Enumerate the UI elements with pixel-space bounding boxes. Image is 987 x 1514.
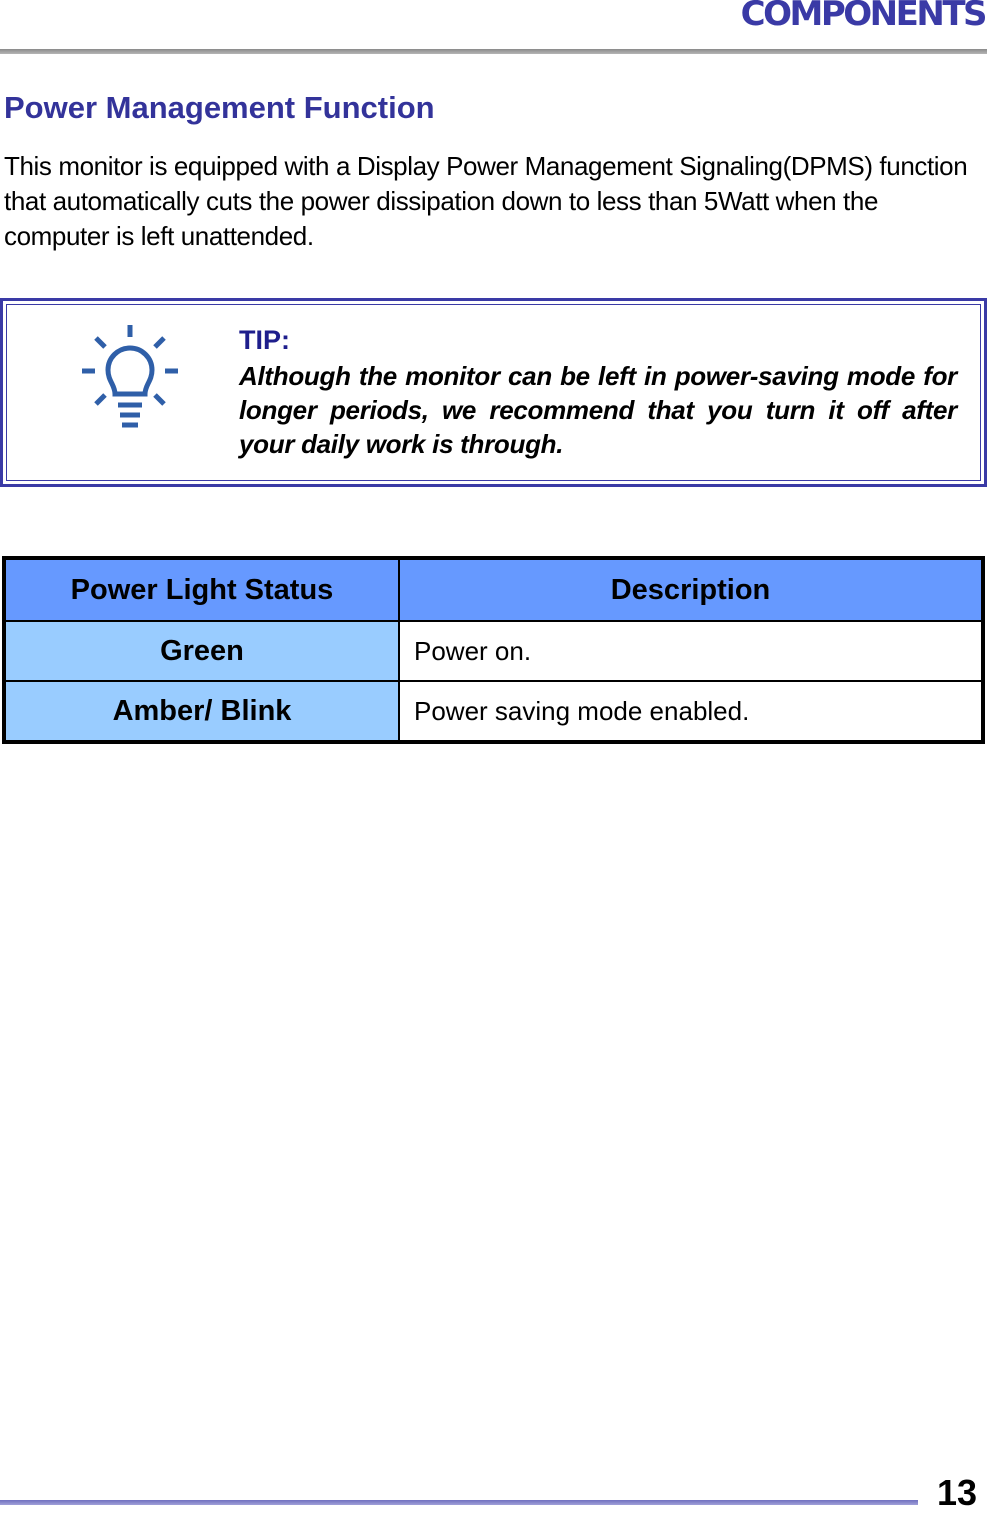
- table-row: [4, 681, 983, 742]
- footer-divider: [0, 1500, 918, 1505]
- table-header-row: [4, 558, 983, 621]
- tip-box: [0, 298, 987, 487]
- table-row: [4, 621, 983, 681]
- description-cell: Power on.: [399, 621, 983, 681]
- header-divider: [0, 49, 987, 54]
- column-header-description: Description: [399, 558, 983, 621]
- tip-text: Although the monitor can be left in power-saving mode for longer periods, we recommend that you turn it off after your daily work is through.: [239, 361, 957, 459]
- page-number: 13: [936, 1472, 977, 1513]
- section-heading: Power Management Function: [4, 90, 435, 125]
- status-cell: Amber/ Blink: [4, 681, 399, 742]
- power-light-status-table: [2, 556, 985, 744]
- tip-label: TIP:: [239, 325, 290, 355]
- column-header-status: Power Light Status: [4, 558, 399, 621]
- intro-paragraph: This monitor is equipped with a Display Power Management Signaling(DPMS) function that automatically cuts the power dissipation down to less than 5Watt when the computer is left unattended.: [4, 151, 968, 251]
- description-cell: Power saving mode enabled.: [399, 681, 983, 742]
- status-cell: Green: [4, 621, 399, 681]
- header-title: COMPONENTS: [740, 0, 985, 34]
- lightbulb-icon: [80, 323, 180, 433]
